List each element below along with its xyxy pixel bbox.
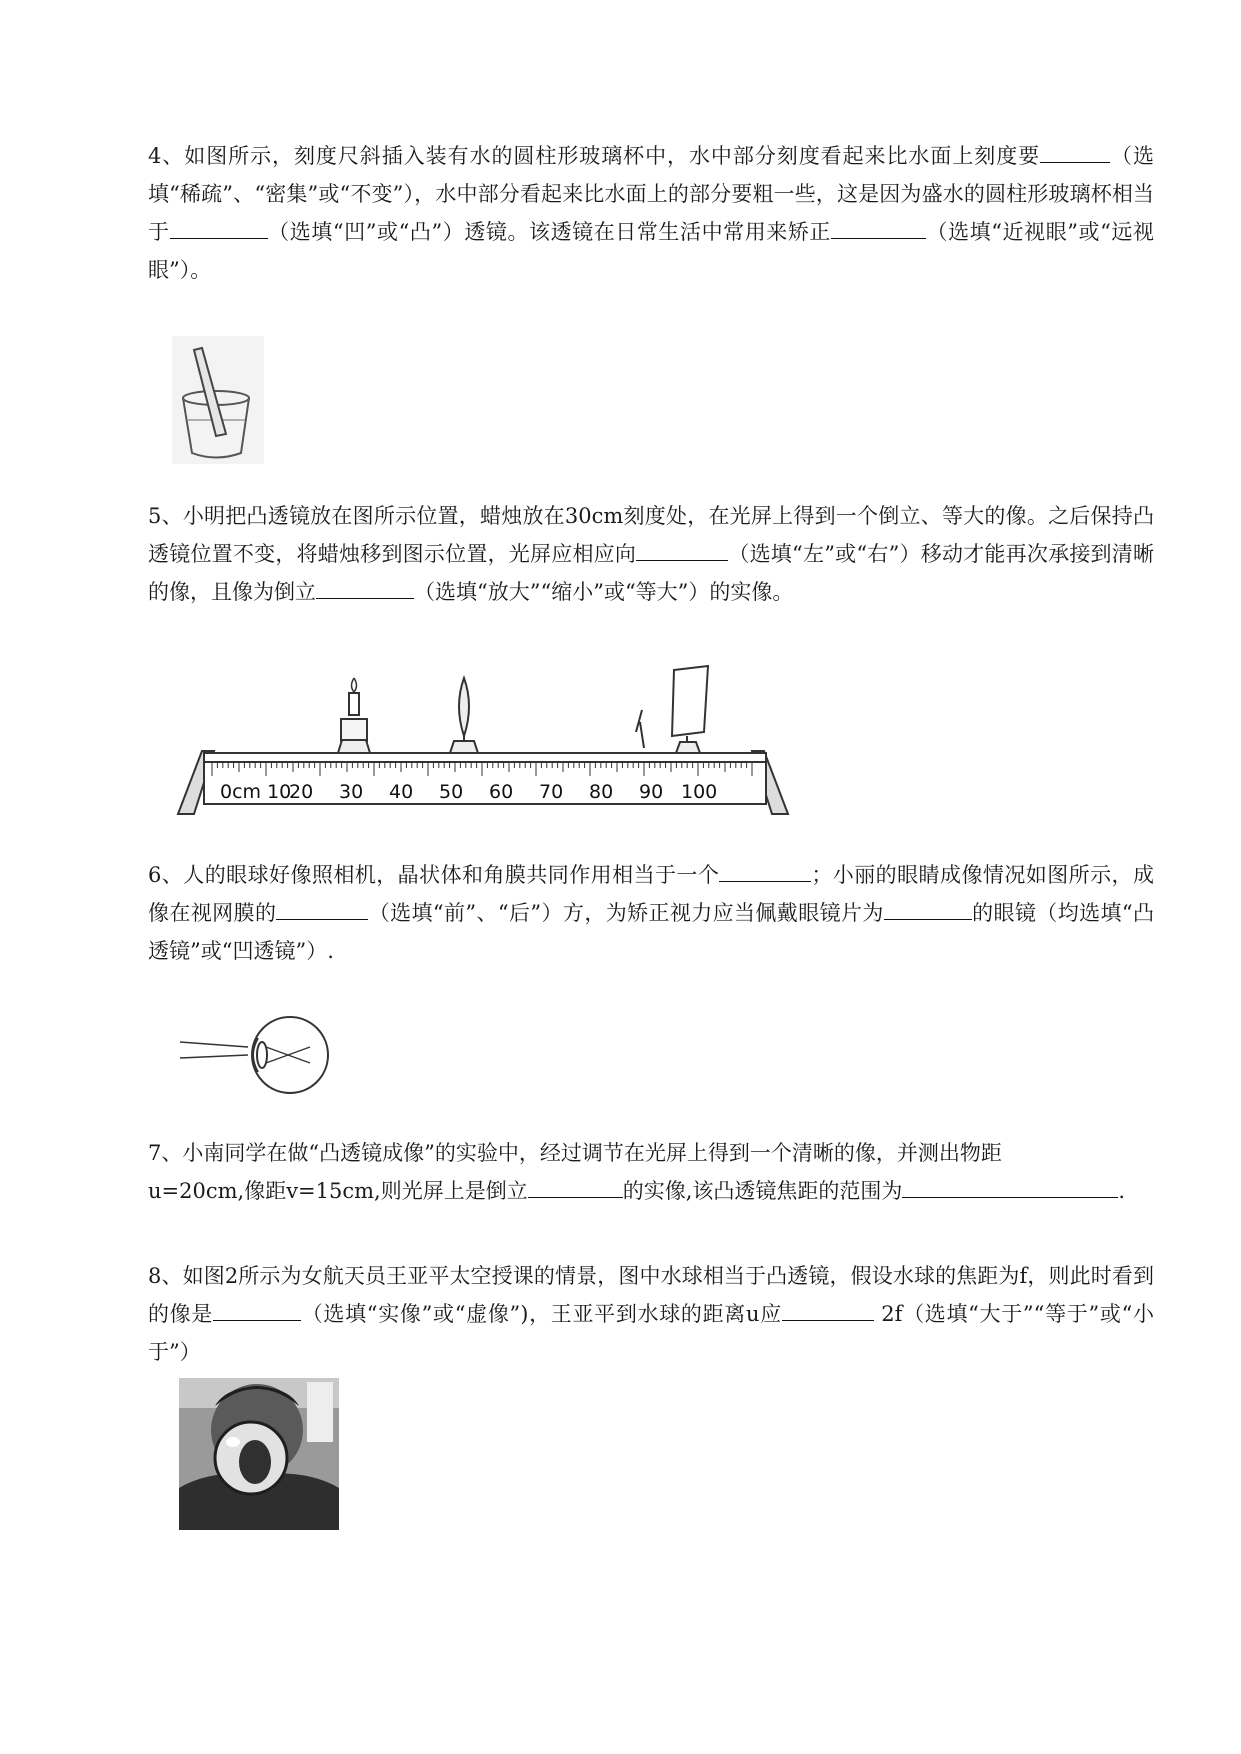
answer-blank[interactable] bbox=[213, 1298, 301, 1321]
answer-blank[interactable] bbox=[902, 1175, 1118, 1198]
question-5 bbox=[148, 497, 1154, 611]
question-4 bbox=[148, 137, 1154, 289]
q7-text-4: . bbox=[1118, 1179, 1126, 1203]
q5-text-1: 5、小明把凸透镜放在图所示位置，蜡烛放在30cm刻度处，在光屏上得到一个倒立、等大的像。之后保持凸透镜位置不变，将蜡烛移到图示位置，光屏应相应向 bbox=[148, 504, 1154, 566]
crystalline-lens bbox=[257, 1042, 267, 1068]
q6-text-4: 的眼镜（均选填“凸透镜”或“凹透镜”）. bbox=[148, 901, 1154, 963]
answer-blank[interactable] bbox=[528, 1175, 623, 1198]
optical-bench-figure bbox=[176, 664, 796, 819]
answer-blank[interactable] bbox=[782, 1298, 874, 1321]
question-7 bbox=[148, 1134, 1154, 1210]
tick-label: 0cm 10 bbox=[220, 781, 292, 803]
water-ball-photo bbox=[179, 1378, 339, 1530]
headset-panel bbox=[307, 1382, 333, 1442]
screen-panel bbox=[672, 666, 708, 736]
answer-blank[interactable] bbox=[831, 216, 926, 239]
candle-body bbox=[349, 693, 359, 715]
answer-blank[interactable] bbox=[276, 897, 368, 920]
convex-lens bbox=[450, 678, 478, 753]
eye-diagram-figure bbox=[178, 1010, 338, 1102]
answer-blank[interactable] bbox=[316, 576, 414, 599]
screen-base bbox=[676, 742, 700, 753]
q7-text-3: 的实像,该凸透镜焦距的范围为 bbox=[622, 1179, 903, 1203]
q4-text-2: （选填“稀疏”、“密集”或“不变”），水中部分看起来比水面上的部分要粗一些，这是因为盛水的圆柱形玻璃杯相当于 bbox=[148, 144, 1154, 244]
candle-flame bbox=[352, 678, 357, 692]
tick-label: 30 bbox=[339, 781, 364, 803]
candle-holder bbox=[341, 719, 367, 741]
q6-text-1: 6、人的眼球好像照相机，晶状体和角膜共同作用相当于一个 bbox=[148, 863, 720, 887]
answer-blank[interactable] bbox=[170, 216, 268, 239]
answer-blank[interactable] bbox=[1040, 140, 1110, 163]
q8-text-2: （选填“实像”或“虚像”)，王亚平到水球的距离u应 bbox=[301, 1302, 782, 1326]
glass-ruler-figure bbox=[172, 336, 264, 464]
q6-text-2: ；小丽的眼睛成像情况如图所示，成像在视网膜的 bbox=[148, 863, 1154, 925]
answer-blank[interactable] bbox=[636, 538, 728, 561]
bench-rail-top bbox=[204, 753, 766, 762]
q7-text-1: 7、小南同学在做“凸透镜成像”的实验中，经过调节在光屏上得到一个清晰的像，并测出物距 bbox=[148, 1141, 1002, 1165]
light-screen bbox=[672, 666, 708, 753]
q7-text-2: u=20cm,像距v=15cm,则光屏上是倒立 bbox=[148, 1179, 528, 1203]
tick-label: 60 bbox=[489, 781, 514, 803]
q8-text-3: 2f（选填“大于”“等于”或“小于”） bbox=[148, 1302, 1154, 1364]
tick-label: 20 bbox=[289, 781, 314, 803]
light-ray bbox=[180, 1042, 248, 1047]
tick-label: 100 bbox=[681, 781, 718, 803]
highlight bbox=[226, 1437, 240, 1447]
marker-pin bbox=[636, 710, 644, 748]
answer-blank[interactable] bbox=[719, 859, 811, 882]
q4-text-1: 4、如图所示，刻度尺斜插入装有水的圆柱形玻璃杯中，水中部分刻度看起来比水面上刻度要 bbox=[148, 144, 1041, 168]
question-8 bbox=[148, 1257, 1154, 1371]
answer-blank[interactable] bbox=[884, 897, 972, 920]
q4-text-3: （选填“凹”或“凸”）透镜。该透镜在日常生活中常用来矫正 bbox=[267, 220, 831, 244]
candle bbox=[338, 678, 370, 753]
tick-label: 50 bbox=[439, 781, 464, 803]
candle-base bbox=[338, 740, 370, 753]
lens-base bbox=[450, 741, 478, 753]
q8-text-1: 8、如图2所示为女航天员王亚平太空授课的情景，图中水球相当于凸透镜，假设水球的焦距为f，则此时看到的像是 bbox=[148, 1264, 1154, 1326]
tick-label: 40 bbox=[389, 781, 414, 803]
light-ray bbox=[180, 1055, 248, 1058]
tick-label: 90 bbox=[639, 781, 664, 803]
tick-label: 70 bbox=[539, 781, 564, 803]
q6-text-3: （选填“前”、“后”）方，为矫正视力应当佩戴眼镜片为 bbox=[368, 901, 884, 925]
lens-glass bbox=[459, 678, 469, 736]
eyeball bbox=[252, 1017, 328, 1093]
inverted-image bbox=[239, 1440, 271, 1484]
question-6 bbox=[148, 856, 1154, 970]
q4-text-4: （选填“近视眼”或“远视眼”）。 bbox=[148, 220, 1154, 282]
q5-text-2: （选填“左”或“右”）移动才能再次承接到清晰的像，且像为倒立 bbox=[148, 542, 1154, 604]
q5-text-3: （选填“放大”“缩小”或“等大”）的实像。 bbox=[414, 580, 794, 604]
tick-label: 80 bbox=[589, 781, 614, 803]
